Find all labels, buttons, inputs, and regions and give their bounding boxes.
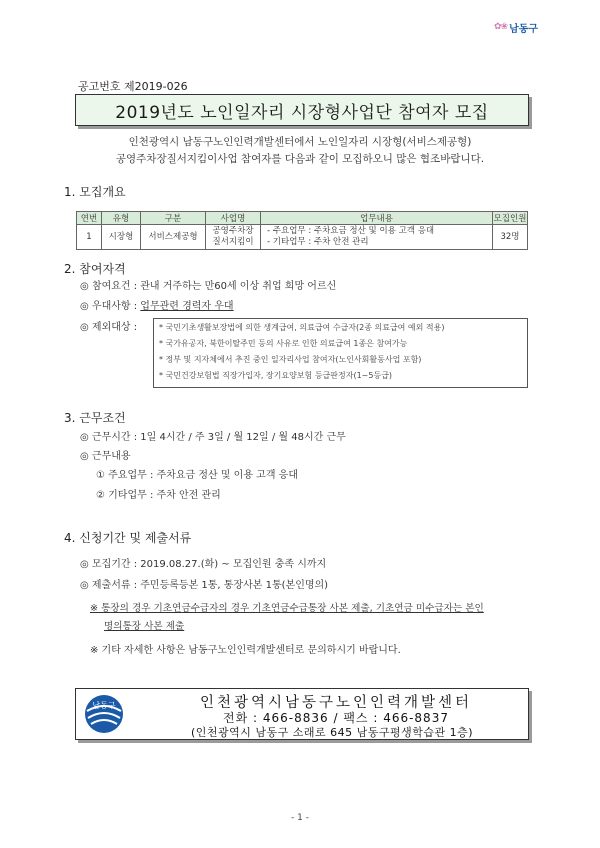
center-name: 인천광역시남동구노인인력개발센터	[199, 695, 473, 711]
page-number: - 1 -	[291, 813, 309, 823]
center-contact: 전화 : 466-8836 / 팩스 : 466-8837	[223, 711, 449, 725]
other-duty-line: ② 기타업무 : 주차 안전 관리	[96, 490, 221, 501]
documents-line: ◎ 제출서류 : 주민등록등본 1통, 통장사본 1통(본인명의)	[80, 580, 329, 591]
bankbook-note-line-2: 명의통장 사본 제출	[104, 621, 185, 632]
th-type: 유형	[102, 212, 141, 225]
th-category: 구분	[141, 212, 206, 225]
wave-logo-icon	[82, 693, 126, 735]
section-2-heading: 2. 참여자격	[64, 262, 126, 276]
work-hours-line: ◎ 근무시간 : 1일 4시간 / 주 3일 / 월 12일 / 월 48시간 근무	[80, 432, 346, 443]
main-duty-line: ① 주요업무 : 주차요금 정산 및 이용 고객 응대	[96, 470, 298, 481]
section-4-heading: 4. 신청기간 및 제출서류	[64, 531, 192, 545]
cell-count: 32명	[493, 225, 528, 250]
exclusion-label: ◎ 제외대상 :	[80, 322, 138, 333]
intro-line-1: 인천광역시 남동구노인인력개발센터에서 노인일자리 시장형(서비스제공형)	[128, 136, 472, 148]
preference-value: 업무관련 경력자 우대	[140, 301, 234, 312]
preference-line	[80, 297, 234, 312]
table-header-row	[77, 212, 528, 225]
notice-number: 공고번호 제2019-026	[78, 80, 188, 93]
cell-type: 시장형	[102, 225, 141, 250]
th-no: 연번	[77, 212, 102, 225]
cell-project	[206, 225, 261, 250]
center-info-box	[75, 688, 529, 740]
center-address: (인천광역시 남동구 소래로 645 남동구평생학습관 1층)	[190, 726, 474, 739]
cell-duty	[261, 225, 493, 250]
exclusion-box	[153, 318, 528, 388]
exclusion-item-4: * 국민건강보험법 직장가입자, 장기요양보험 등급판정자(1~5등급)	[159, 371, 393, 380]
district-logo	[494, 18, 556, 36]
section-1-heading: 1. 모집개요	[64, 185, 126, 199]
work-content-label: ◎ 근무내용	[80, 451, 131, 462]
project-line-2: 질서지킴이	[212, 237, 254, 247]
center-logo	[82, 693, 126, 735]
district-logo-text: 남동구	[509, 23, 539, 35]
exclusion-item-1: * 국민기초생활보장법에 의한 생계급여, 의료급여 수급자(2종 의료급여 예외 적용)	[159, 323, 445, 332]
th-project: 사업명	[206, 212, 261, 225]
exclusion-item-3: * 정부 및 지자체에서 추진 중인 일자리사업 참여자(노인사회활동사업 포함)	[159, 355, 422, 364]
section-3-heading: 3. 근무조건	[64, 411, 126, 425]
table-row	[77, 225, 528, 250]
cell-category: 서비스제공형	[141, 225, 206, 250]
page-title: 2019년도 노인일자리 시장형사업단 참여자 모집	[115, 102, 489, 123]
bankbook-note-line-1: ※ 통장의 경우 기초연금수급자의 경우 기초연금수급통장 사본 제출, 기초연금 미수급자는 본인	[90, 603, 484, 614]
inquiry-note: ※ 기타 자세한 사항은 남동구노인인력개발센터로 문의하시기 바랍니다.	[90, 645, 401, 656]
requirement-line: ◎ 참여요건 : 관내 거주하는 만60세 이상 취업 희망 어르신	[80, 281, 337, 292]
recruit-table	[76, 211, 528, 250]
project-line-1: 공영주차장	[212, 226, 254, 236]
duty-line-2: - 기타업무 : 주차 안전 관리	[267, 237, 369, 247]
flower-icon: ✿❀	[494, 22, 508, 32]
th-count: 모집인원	[493, 212, 528, 225]
cell-no: 1	[77, 225, 102, 250]
exclusion-item-2: * 국가유공자, 북한이탈주민 등의 사유로 인한 의료급여 1종은 참여가능	[159, 339, 408, 348]
preference-label: ◎ 우대사항 :	[80, 301, 141, 312]
th-duty: 업무내용	[261, 212, 493, 225]
center-logo-text: 남동구	[92, 701, 116, 710]
title-box	[75, 94, 529, 126]
duty-line-1: - 주요업무 : 주차요금 정산 및 이용 고객 응대	[267, 226, 435, 236]
recruit-period-line: ◎ 모집기간 : 2019.08.27.(화) ~ 모집인원 충족 시까지	[80, 559, 327, 570]
intro-line-2: 공영주차장질서지킴이사업 참여자를 다음과 같이 모집하오니 많은 협조바랍니다.	[115, 153, 485, 165]
